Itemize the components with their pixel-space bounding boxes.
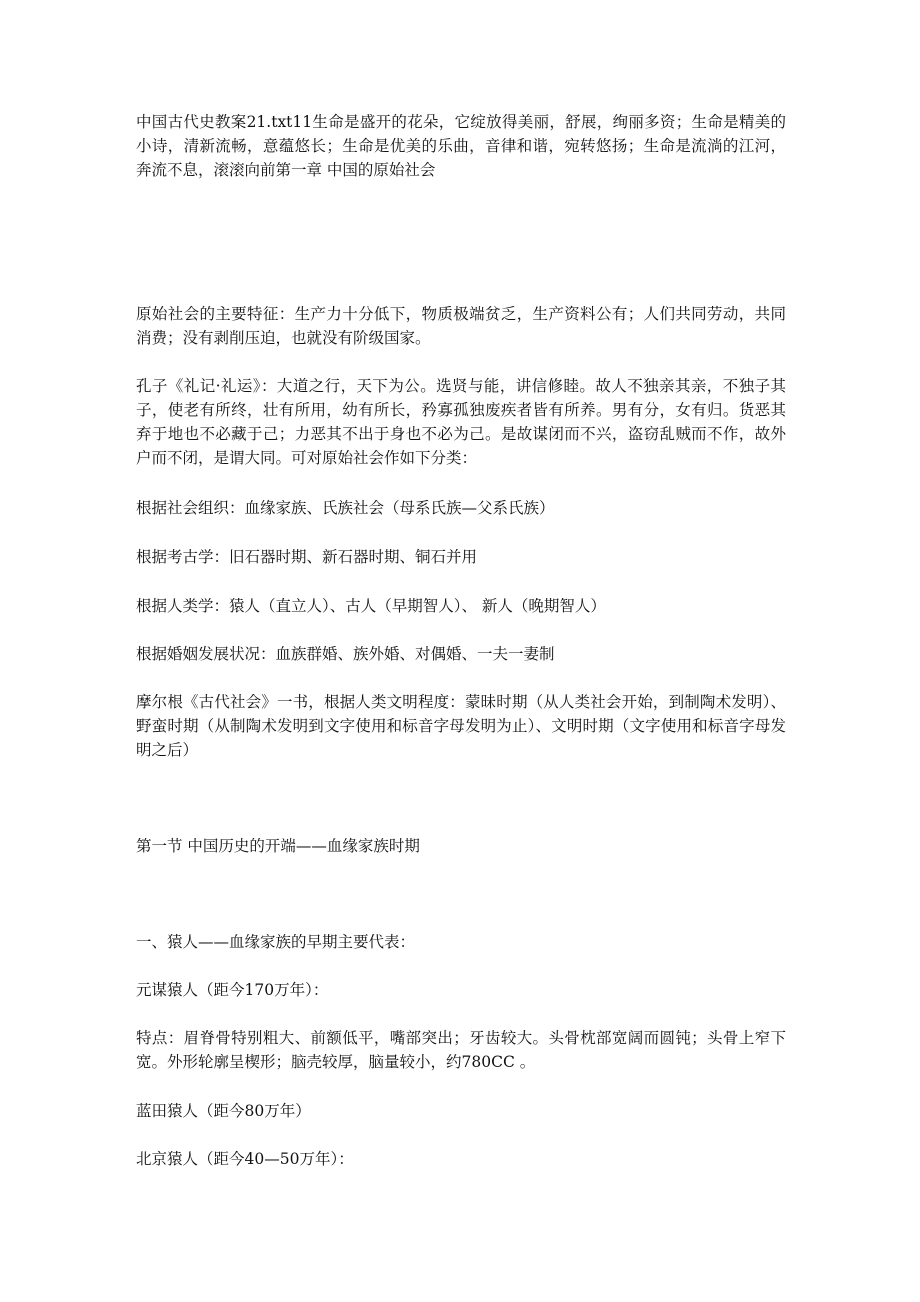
confucius-paragraph: 孔子《礼记·礼运》：大道之行，天下为公。选贤与能，讲信修睦。故人不独亲其亲，不独子其子，使老有所终，壮有所用，幼有所长，矜寡孤独废疾者皆有所养。男有分，女有归。货恶其弃于地也不必藏于己；力恶其不出于身也不必为己。是故谋闭而不兴，盗窃乱贼而不作，故外户而不闭，是谓大同。可对原始社会作如下分类： (136, 377, 786, 467)
yuanmou-heading: 元谋猿人（距今170万年）： (136, 981, 329, 999)
yuanmou-features: 特点：眉脊骨特别粗大、前额低平，嘴部突出；牙齿较大。头骨枕部宽阔而圆钝；头骨上窄下宽。外形轮廓呈楔形；脑壳较厚，脑量较小，约780CC 。 (136, 1029, 786, 1071)
classification-anthropology: 根据人类学：猿人（直立人）、古人（早期智人）、 新人（晚期智人） (136, 597, 606, 615)
classification-marriage: 根据婚姻发展状况：血族群婚、族外婚、对偶婚、一夫一妻制 (136, 645, 555, 663)
lantian-heading: 蓝田猿人（距今80万年） (136, 1102, 311, 1120)
intro-paragraph: 中国古代史教案21.txt11生命是盛开的花朵，它绽放得美丽，舒展，绚丽多资；生命是精美的小诗，清新流畅，意蕴悠长；生命是优美的乐曲，音律和谐，宛转悠扬；生命是流淌的江河，奔流不息，滚滚向前第一章 中国的原始社会 (136, 113, 786, 179)
features-paragraph: 原始社会的主要特征：生产力十分低下，物质极端贫乏，生产资料公有；人们共同劳动，共同消费；没有剥削压迫，也就没有阶级国家。 (136, 305, 786, 347)
classification-social: 根据社会组织：血缘家族、氏族社会（母系氏族—父系氏族） (136, 499, 555, 517)
beijing-heading: 北京猿人（距今40—50万年）： (136, 1150, 354, 1168)
section-title: 第一节 中国历史的开端——血缘家族时期 (136, 837, 420, 855)
classification-archaeology: 根据考古学：旧石器时期、新石器时期、铜石并用 (136, 548, 478, 566)
subsection-heading: 一、猿人——血缘家族的早期主要代表： (136, 933, 416, 951)
morgan-paragraph: 摩尔根《古代社会》一书，根据人类文明程度：蒙昧时期（从人类社会开始，到制陶术发明）、野蛮时期（从制陶术发明到文字使用和标音字母发明为止）、文明时期（文字使用和标音字母发明之后） (136, 693, 786, 759)
